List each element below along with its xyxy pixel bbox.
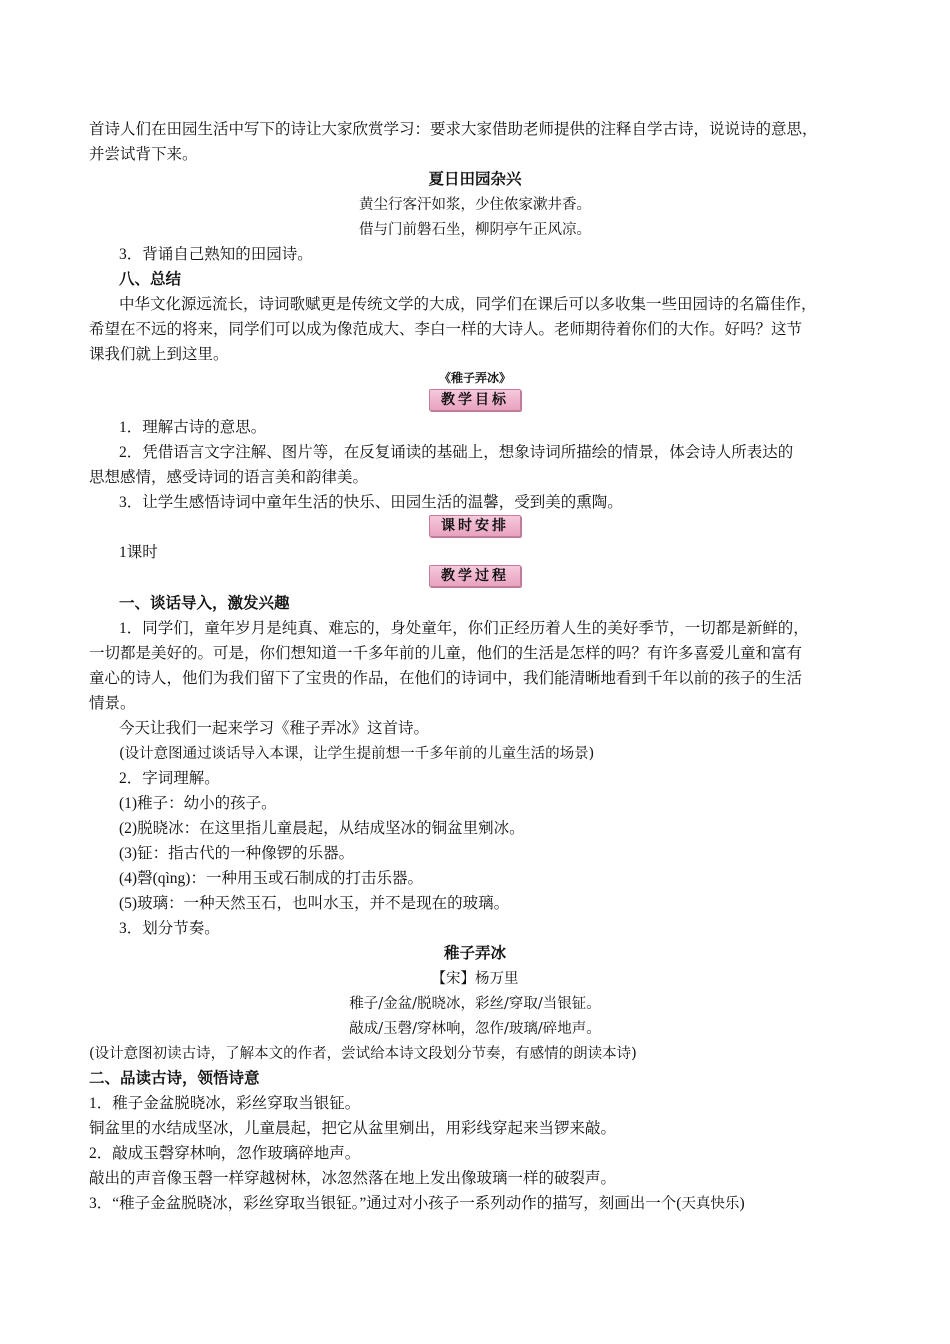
paragraph-line: 首诗人们在田园生活中写下的诗让大家欣赏学习：要求大家借助老师提供的注释自学古诗，说说诗的意思， [89, 121, 818, 138]
word-item: (3)钲：指古代的一种像锣的乐器。 [119, 845, 355, 862]
paragraph-line: 铜盆里的水结成坚冰，儿童晨起，把它从盆里剜出，用彩线穿起来当锣来敲。 [89, 1120, 617, 1137]
goal-item: 1．理解古诗的意思。 [119, 419, 267, 436]
paragraph-line: 2．敲成玉磬穿林响，忽作玻璃碎地声。 [89, 1145, 361, 1162]
section-heading: 二、品读古诗，领悟诗意 [89, 1070, 260, 1087]
poem-author: 【宋】杨万里 [431, 971, 519, 987]
paragraph-line: 课我们就上到这里。 [89, 346, 229, 363]
word-item: (2)脱晓冰：在这里指儿童晨起，从结成坚冰的铜盆里剜冰。 [119, 820, 525, 837]
poem-line: 借与门前磐石坐，柳阴亭午正风凉。 [359, 222, 591, 238]
word-item: (4)磬(qìng)：一种用玉或石制成的打击乐器。 [119, 870, 423, 887]
paragraph-line: 希望在不远的将来，同学们可以成为像范成大、李白一样的大诗人。老师期待着你们的大作。好吗？这节 [89, 321, 803, 338]
paragraph-text: 3．“稚子金盆脱晓冰，彩丝穿取当银钲。”通过对小孩子一系列动作的描写，刻画出一个( [89, 1195, 682, 1212]
paragraph-line: 2．字词理解。 [119, 770, 220, 787]
paragraph-line: 1．稚子金盆脱晓冰，彩丝穿取当银钲。 [89, 1095, 361, 1112]
poem-title: 稚子弄冰 [443, 945, 506, 962]
paragraph-line: 情景。 [89, 695, 136, 712]
poem-line: 黄尘行客汗如浆，少住侬家漱井香。 [359, 197, 591, 213]
paragraph-line [89, 1194, 745, 1214]
goal-item: 思想感情，感受诗词的语言美和韵律美。 [89, 469, 369, 486]
poem-line: 稚子/金盆/脱晓冰，彩丝/穿取/当银钲。 [349, 996, 601, 1012]
paragraph-line: 今天让我们一起来学习《稚子弄冰》这首诗。 [119, 720, 430, 737]
lesson-title: 《稚子弄冰》 [438, 371, 511, 385]
teaching-goals-badge: 教学目标 [429, 389, 521, 411]
schedule-badge: 课时安排 [429, 515, 521, 537]
poem-title: 夏日田园杂兴 [428, 171, 522, 188]
paragraph-line: 一切都是美好的。可是，你们想知道一千多年前的儿童，他们的生活是怎样的吗？有许多喜爱儿童和富有 [89, 645, 803, 662]
paragraph-line: 3．划分节奏。 [119, 920, 220, 937]
paragraph-line: 1．同学们，童年岁月是纯真、难忘的，身处童年，你们正经历着人生的美好季节，一切都是新鲜的， [119, 620, 809, 637]
design-note: (设计意图通过谈话导入本课，让学生提前想一千多年前的儿童生活的场景) [119, 746, 595, 762]
section-heading: 一、谈话导入，激发兴趣 [119, 595, 290, 612]
goal-item: 3．让学生感悟诗词中童年生活的快乐、田园生活的温馨，受到美的熏陶。 [119, 494, 623, 511]
paragraph-line: 3．背诵自己熟知的田园诗。 [119, 246, 313, 263]
goal-item: 2．凭借语言文字注解、图片等，在反复诵读的基础上，想象诗词所描绘的情景，体会诗人所表达的 [119, 444, 794, 461]
paragraph-line: 并尝试背下来。 [89, 146, 198, 163]
process-badge: 教学过程 [429, 565, 521, 587]
answer-note: 天真快乐 [681, 1196, 740, 1212]
paragraph-line: 童心的诗人，他们为我们留下了宝贵的作品，在他们的诗词中，我们能清晰地看到千年以前的孩子的生活 [89, 670, 803, 687]
design-note: (设计意图初读古诗，了解本文的作者，尝试给本诗文段划分节奏，有感情的朗读本诗) [89, 1046, 637, 1062]
word-item: (1)稚子：幼小的孩子。 [119, 795, 277, 812]
section-heading: 八、总结 [119, 271, 182, 288]
period-text: 1课时 [119, 544, 158, 561]
paragraph-line: 敲出的声音像玉磬一样穿越树林，冰忽然落在地上发出像玻璃一样的破裂声。 [89, 1170, 617, 1187]
poem-line: 敲成/玉磬/穿林响，忽作/玻璃/碎地声。 [349, 1021, 601, 1037]
paragraph-line: 中华文化源远流长，诗词歌赋更是传统文学的大成，同学们在课后可以多收集一些田园诗的名篇佳作， [119, 296, 817, 313]
paragraph-text: ) [739, 1195, 745, 1212]
word-item: (5)玻璃：一种天然玉石，也叫水玉，并不是现在的玻璃。 [119, 895, 510, 912]
